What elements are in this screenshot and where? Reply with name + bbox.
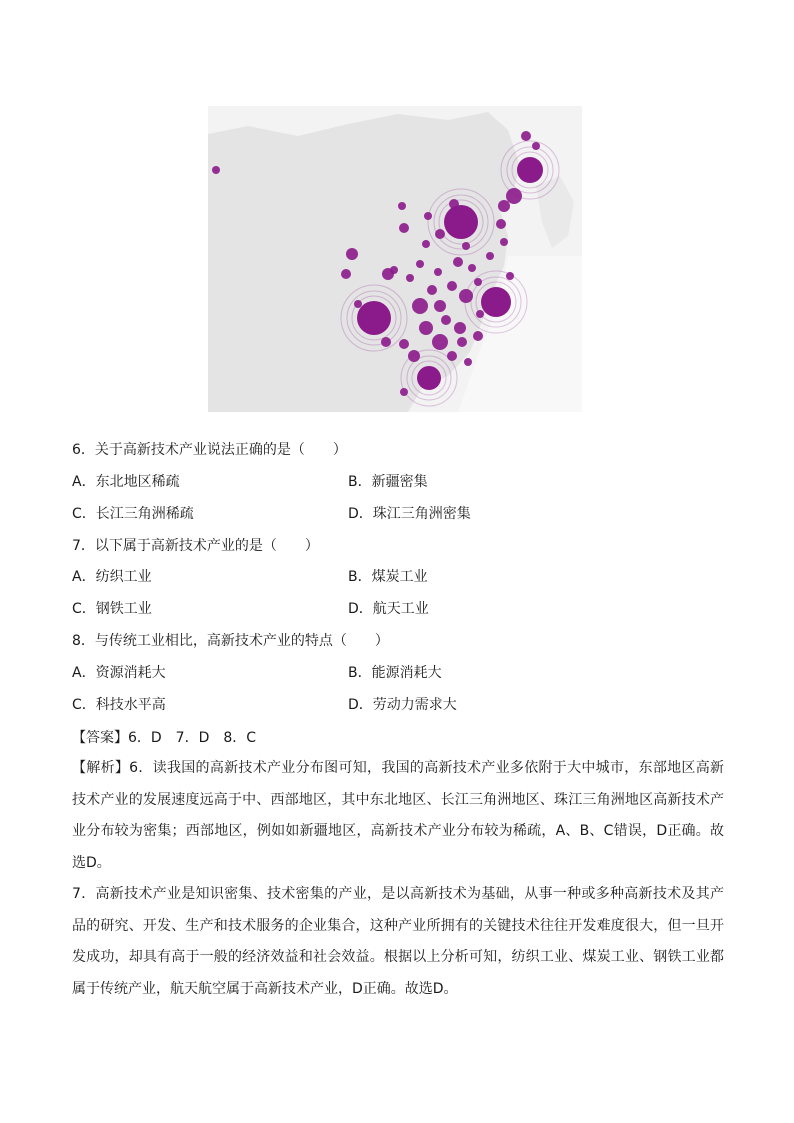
city-bubble [408, 350, 420, 362]
city-bubble [398, 202, 406, 210]
city-bubble [521, 131, 531, 141]
answer-label: 【答案】 [72, 730, 128, 746]
question-7-option-a: A．纺织工业 [72, 569, 152, 585]
city-bubble [506, 272, 514, 280]
city-bubble [399, 339, 409, 349]
city-bubble [498, 200, 510, 212]
question-7-option-b: B．煤炭工业 [348, 569, 428, 585]
city-bubble [532, 142, 540, 150]
question-6-stem: 6．关于高新技术产业说法正确的是（ ） [72, 442, 347, 458]
question-8-stem: 8．与传统工业相比，高新技术产业的特点（ ） [72, 633, 389, 649]
city-bubble [427, 285, 437, 295]
city-bubble [354, 300, 362, 308]
city-bubble [496, 219, 506, 229]
city-bubble [454, 322, 466, 334]
question-8-option-c: C．科技水平高 [72, 697, 166, 713]
city-bubble [506, 188, 522, 204]
city-bubble [459, 289, 473, 303]
city-bubble [457, 337, 467, 347]
city-bubble [434, 268, 442, 276]
city-bubble [476, 310, 484, 318]
analysis-label: 【解析】 [72, 760, 130, 776]
question-8-option-a: A．资源消耗大 [72, 665, 166, 681]
analysis-paragraph-7 [72, 879, 724, 1005]
question-7-stem: 7．以下属于高新技术产业的是（ ） [72, 538, 319, 554]
answer-text: 6．D 7．D 8．C [128, 730, 257, 746]
city-bubble [412, 298, 428, 314]
city-bubble [447, 281, 457, 291]
city-bubble-large [481, 287, 511, 317]
city-bubble [468, 264, 476, 272]
city-bubble [462, 242, 470, 250]
city-bubble-large [444, 205, 478, 239]
city-bubble [406, 274, 414, 282]
question-8-option-d: D．劳动力需求大 [348, 697, 457, 713]
city-bubble [500, 238, 508, 246]
answer-line [72, 728, 256, 748]
question-7-option-c: C．钢铁工业 [72, 601, 152, 617]
city-bubble [381, 337, 391, 347]
question-8-option-b: B．能源消耗大 [348, 665, 442, 681]
city-bubble [441, 315, 451, 325]
city-bubble [390, 266, 398, 274]
city-bubble-large [357, 301, 391, 335]
city-bubble [434, 300, 446, 312]
analysis-paragraph-6 [72, 753, 724, 879]
city-bubble [416, 260, 424, 268]
high-tech-industry-distribution-map [208, 106, 582, 412]
analysis-text-7: 7．高新技术产业是知识密集、技术密集的产业，是以高新技术为基础，从事一种或多种高新技术及其产品的研究、开发、生产和技术服务的企业集合，这种产业所拥有的关键技术往往开发难度很大，但一旦开发成功，却具有高于一般的经济效益和社会效益。根据以上分析可知，纺织工业、煤炭工业、钢铁工业都属于传统产业，航天航空属于高新技术产业，D正确。故选D。 [72, 886, 724, 997]
city-bubble [449, 199, 459, 209]
city-bubble [422, 240, 430, 248]
city-bubble [399, 223, 409, 233]
city-bubble-large [417, 366, 441, 390]
question-6-option-b: B．新疆密集 [348, 474, 428, 490]
question-6-option-c: C．长江三角洲稀疏 [72, 506, 194, 522]
city-bubble [464, 358, 472, 366]
city-bubble [341, 269, 351, 279]
city-bubble-large [517, 157, 543, 183]
city-bubble [346, 248, 358, 260]
city-bubble [424, 212, 432, 220]
city-bubble [419, 321, 433, 335]
city-bubble [212, 166, 220, 174]
analysis-text-6: 6．读我国的高新技术产业分布图可知，我国的高新技术产业多依附于大中城市，东部地区高新技术产业的发展速度远高于中、西部地区，其中东北地区、长江三角洲地区、珠江三角洲地区高新技术产业分布较为密集；西部地区，例如如新疆地区，高新技术产业分布较为稀疏，A、B、C错误，D正确。故选D。 [72, 760, 725, 871]
question-6-option-a: A．东北地区稀疏 [72, 474, 180, 490]
question-6-option-d: D．珠江三角洲密集 [348, 506, 471, 522]
city-bubble [447, 351, 457, 361]
city-bubble [432, 334, 448, 350]
question-7-option-d: D．航天工业 [348, 601, 429, 617]
city-bubble [473, 331, 483, 341]
city-bubble [400, 388, 408, 396]
city-bubble [435, 229, 445, 239]
city-bubble [474, 278, 482, 286]
city-bubble [486, 252, 494, 260]
city-bubble [453, 257, 463, 267]
